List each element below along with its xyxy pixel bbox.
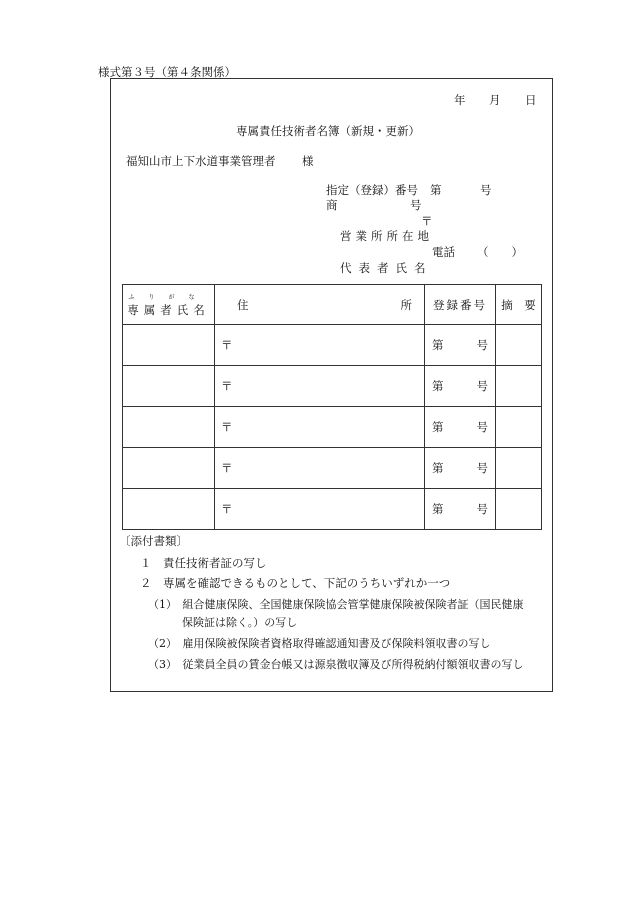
row-reg-prefix: 第 [432,420,444,434]
row-name-cell[interactable] [123,325,215,366]
row-address-cell[interactable] [215,407,425,448]
addressee-name: 福知山市上下水道事業管理者 [126,154,276,168]
date-year-label: 年 [454,93,466,107]
row-registration-cell[interactable] [425,407,496,448]
header-registration-number-label: 登録番号 [433,297,487,312]
row-reg-prefix: 第 [432,502,444,516]
date-month-label: 月 [489,93,501,107]
row-reg-prefix: 第 [432,379,444,393]
phone-label: 電話 [432,245,455,259]
header-name [123,285,215,325]
office-postal-mark: 〒 [421,214,433,228]
row-remarks-cell[interactable] [496,448,542,489]
date-day-label: 日 [525,93,537,107]
row-postal-mark: 〒 [221,461,233,475]
row-reg-prefix: 第 [432,338,444,352]
designation-number-prefix: 第 [430,183,442,197]
designation-number-label: 指定（登録）番号 [326,183,418,197]
table-row [123,489,542,530]
row-remarks-cell[interactable] [496,325,542,366]
row-address-cell[interactable] [215,366,425,407]
row-reg-suffix: 号 [476,379,488,393]
trade-name-label-second: 号 [410,198,422,212]
header-registration-number [425,285,496,325]
designation-number-suffix: 号 [480,183,492,197]
attachment-sub-item-1-line-2: 保険証は除く。）の写し [182,616,298,629]
trade-name-label-first: 商 [326,198,338,212]
header-name-label: 専属者氏名 [127,302,210,317]
header-remarks-label: 摘 要 [501,297,536,312]
header-remarks [496,285,542,325]
row-remarks-cell[interactable] [496,407,542,448]
row-name-cell[interactable] [123,448,215,489]
attachment-sub-item-3: （3） 従業員全員の賃金台帳又は源泉徴収簿及び所得税納付額領収書の写し [148,658,524,671]
row-postal-mark: 〒 [221,338,233,352]
row-registration-cell[interactable] [425,325,496,366]
row-name-cell[interactable] [123,407,215,448]
attachment-item-2: ２ 専属を確認できるものとして、下記のうちいずれか一つ [140,576,451,590]
row-reg-suffix: 号 [476,420,488,434]
row-remarks-cell[interactable] [496,366,542,407]
form-number: 様式第３号（第４条関係） [98,65,236,79]
row-address-cell[interactable] [215,489,425,530]
row-address-cell[interactable] [215,448,425,489]
table-row [123,366,542,407]
table-row [123,325,542,366]
row-address-cell[interactable] [215,325,425,366]
representative-name-label: 代表者氏名 [340,261,433,275]
phone-parentheses: （ ） [477,245,523,259]
table-row [123,448,542,489]
row-name-cell[interactable] [123,489,215,530]
page-title: 専属責任技術者名簿（新規・更新） [236,124,420,138]
row-reg-suffix: 号 [476,461,488,475]
attachment-sub-item-2: （2） 雇用保険被保険者資格取得確認通知書及び保険料領収書の写し [148,637,491,650]
row-reg-suffix: 号 [476,338,488,352]
header-address-second: 所 [400,297,412,312]
header-address-first: 住 [237,297,249,312]
row-postal-mark: 〒 [221,379,233,393]
row-registration-cell[interactable] [425,489,496,530]
row-postal-mark: 〒 [221,420,233,434]
header-name-furigana: ふりがな [128,293,209,301]
table-header-row [123,285,542,325]
office-address-label: 営業所所在地 [340,229,433,243]
header-address [215,285,425,325]
row-reg-suffix: 号 [476,502,488,516]
row-registration-cell[interactable] [425,366,496,407]
attachments-heading: 〔添付書類〕 [119,534,188,548]
technician-roster-table [122,284,542,530]
table-row [123,407,542,448]
row-name-cell[interactable] [123,366,215,407]
addressee-honorific: 様 [302,154,314,168]
row-registration-cell[interactable] [425,448,496,489]
row-remarks-cell[interactable] [496,489,542,530]
row-postal-mark: 〒 [221,502,233,516]
attachment-sub-item-1-line-1: （1） 組合健康保険、全国健康保険協会管掌健康保険被保険者証（国民健康 [148,598,524,611]
attachment-item-1: １ 責任技術者証の写し [140,556,267,570]
row-reg-prefix: 第 [432,461,444,475]
